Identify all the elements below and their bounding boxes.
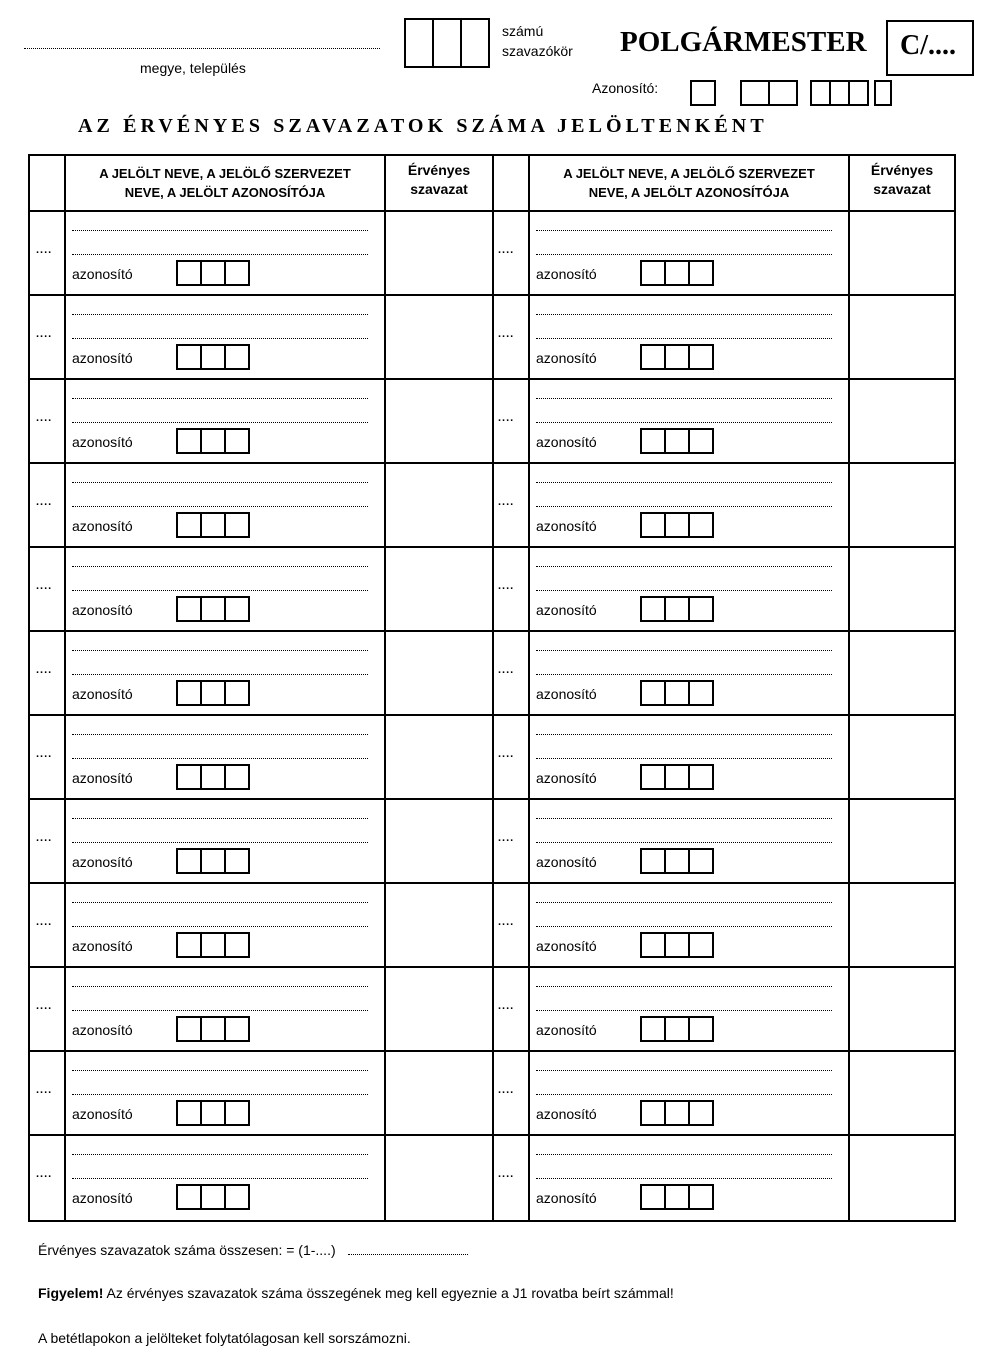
header-candidate-right: A JELÖLT NEVE, A JELÖLŐ SZERVEZET NEVE, A JELÖLT AZONOSÍTÓJA: [563, 166, 815, 200]
candidate-name-line[interactable]: [72, 506, 368, 507]
candidate-id-label: azonosító: [536, 1106, 597, 1122]
candidate-name-line[interactable]: [72, 422, 368, 423]
row-number-left[interactable]: ....: [36, 244, 53, 256]
candidate-name-line[interactable]: [72, 314, 368, 315]
candidate-name-line[interactable]: [72, 398, 368, 399]
candidate-name-line[interactable]: [72, 338, 368, 339]
candidate-id-boxes[interactable]: [640, 1016, 714, 1042]
id-boxes-group-4[interactable]: [874, 80, 892, 106]
candidate-id-boxes[interactable]: [640, 596, 714, 622]
valid-votes-cell[interactable]: [386, 968, 486, 1048]
candidate-name-line[interactable]: [536, 902, 832, 903]
candidate-id-boxes[interactable]: [640, 1100, 714, 1126]
valid-votes-cell[interactable]: [850, 716, 950, 796]
valid-votes-cell[interactable]: [850, 884, 950, 964]
row-number-right[interactable]: ....: [498, 1000, 515, 1012]
candidate-id-label: azonosító: [536, 518, 597, 534]
candidate-name-line[interactable]: [536, 482, 832, 483]
row-number-left[interactable]: ....: [36, 1168, 53, 1180]
row-number-right[interactable]: ....: [498, 496, 515, 508]
candidate-id-boxes[interactable]: [640, 1184, 714, 1210]
candidate-id-boxes[interactable]: [176, 1016, 250, 1042]
header-candidate-left: A JELÖLT NEVE, A JELÖLŐ SZERVEZET NEVE, A JELÖLT AZONOSÍTÓJA: [99, 166, 351, 200]
row-number-left[interactable]: ....: [36, 1084, 53, 1096]
valid-votes-cell[interactable]: [386, 632, 486, 712]
row-number-right[interactable]: ....: [498, 244, 515, 256]
candidate-name-line[interactable]: [72, 734, 368, 735]
candidate-id-label: azonosító: [72, 854, 133, 870]
candidate-name-line[interactable]: [536, 1154, 832, 1155]
candidate-name-line[interactable]: [536, 842, 832, 843]
candidate-id-label: azonosító: [72, 518, 133, 534]
candidate-name-line[interactable]: [536, 1178, 832, 1179]
valid-votes-cell[interactable]: [850, 464, 950, 544]
total-line: Érvényes szavazatok száma összesen: = (1-....): [38, 1242, 468, 1258]
candidate-name-line[interactable]: [536, 734, 832, 735]
candidate-name-line[interactable]: [536, 986, 832, 987]
valid-votes-cell[interactable]: [850, 296, 950, 376]
valid-votes-cell[interactable]: [386, 716, 486, 796]
candidate-id-boxes[interactable]: [176, 512, 250, 538]
candidate-id-boxes[interactable]: [640, 932, 714, 958]
candidate-id-boxes[interactable]: [640, 428, 714, 454]
candidate-name-line[interactable]: [72, 230, 368, 231]
candidate-id-boxes[interactable]: [176, 764, 250, 790]
candidate-id-boxes[interactable]: [176, 848, 250, 874]
row-number-right[interactable]: ....: [498, 412, 515, 424]
row-number-right[interactable]: ....: [498, 580, 515, 592]
candidate-name-line[interactable]: [536, 1094, 832, 1095]
valid-votes-cell[interactable]: [850, 800, 950, 880]
row-number-left[interactable]: ....: [36, 328, 53, 340]
numbering-note: A betétlapokon a jelölteket folytatólagosan kell sorszámozni.: [38, 1330, 411, 1346]
row-number-left[interactable]: ....: [36, 664, 53, 676]
candidate-id-label: azonosító: [72, 266, 133, 282]
candidate-name-line[interactable]: [536, 230, 832, 231]
candidate-name-line[interactable]: [72, 758, 368, 759]
candidate-id-boxes[interactable]: [640, 260, 714, 286]
station-suffix-2: szavazókör: [502, 43, 573, 59]
candidate-name-line[interactable]: [72, 1070, 368, 1071]
valid-votes-cell[interactable]: [850, 548, 950, 628]
candidate-name-line[interactable]: [72, 254, 368, 255]
candidate-id-label: azonosító: [536, 266, 597, 282]
row-number-right[interactable]: ....: [498, 916, 515, 928]
candidate-name-line[interactable]: [72, 986, 368, 987]
candidate-id-label: azonosító: [536, 938, 597, 954]
warning: Figyelem! Az érvényes szavazatok száma összegének meg kell egyeznie a J1 rovatba beírt számmal!: [38, 1285, 674, 1301]
candidate-id-label: azonosító: [72, 686, 133, 702]
candidate-id-label: azonosító: [536, 1022, 597, 1038]
candidate-name-line[interactable]: [72, 674, 368, 675]
candidate-id-boxes[interactable]: [176, 344, 250, 370]
valid-votes-cell[interactable]: [850, 380, 950, 460]
row-number-right[interactable]: ....: [498, 1084, 515, 1096]
candidate-name-line[interactable]: [536, 566, 832, 567]
candidate-id-label: azonosító: [72, 770, 133, 786]
form-code: C/....: [900, 30, 956, 61]
valid-votes-cell[interactable]: [386, 800, 486, 880]
id-boxes-group-2[interactable]: [740, 80, 798, 106]
candidate-id-boxes[interactable]: [176, 932, 250, 958]
station-suffix-1: számú: [502, 23, 544, 39]
row-number-left[interactable]: ....: [36, 832, 53, 844]
candidate-id-label: azonosító: [536, 1190, 597, 1206]
form-title: POLGÁRMESTER: [620, 26, 867, 58]
location-line[interactable]: [24, 48, 380, 49]
candidate-name-line[interactable]: [536, 674, 832, 675]
header-votes-left: Érvényes szavazat: [407, 162, 471, 197]
candidate-name-line[interactable]: [72, 926, 368, 927]
candidate-id-boxes[interactable]: [176, 1100, 250, 1126]
candidate-name-line[interactable]: [72, 590, 368, 591]
candidate-id-label: azonosító: [536, 686, 597, 702]
valid-votes-cell[interactable]: [386, 212, 486, 292]
header-votes-right: Érvényes szavazat: [870, 162, 934, 197]
candidate-name-line[interactable]: [536, 926, 832, 927]
valid-votes-cell[interactable]: [386, 296, 486, 376]
candidate-id-boxes[interactable]: [640, 848, 714, 874]
total-input[interactable]: [348, 1254, 468, 1255]
candidate-name-line[interactable]: [536, 818, 832, 819]
candidate-id-label: azonosító: [72, 1190, 133, 1206]
candidate-id-boxes[interactable]: [176, 428, 250, 454]
candidate-id-boxes[interactable]: [640, 764, 714, 790]
valid-votes-cell[interactable]: [386, 548, 486, 628]
valid-votes-cell[interactable]: [386, 1052, 486, 1132]
candidate-name-line[interactable]: [72, 482, 368, 483]
candidate-name-line[interactable]: [536, 590, 832, 591]
valid-votes-cell[interactable]: [386, 464, 486, 544]
id-boxes-group-1[interactable]: [690, 80, 716, 106]
candidate-id-label: azonosító: [536, 770, 597, 786]
id-boxes-group-3[interactable]: [810, 80, 869, 106]
row-number-left[interactable]: ....: [36, 412, 53, 424]
candidate-name-line[interactable]: [72, 650, 368, 651]
row-number-right[interactable]: ....: [498, 748, 515, 760]
candidate-id-label: azonosító: [536, 602, 597, 618]
candidate-name-line[interactable]: [72, 1154, 368, 1155]
candidate-name-line[interactable]: [536, 422, 832, 423]
candidate-name-line[interactable]: [72, 842, 368, 843]
valid-votes-cell[interactable]: [386, 1136, 486, 1216]
row-number-left[interactable]: ....: [36, 496, 53, 508]
candidate-id-label: azonosító: [72, 350, 133, 366]
candidate-name-line[interactable]: [536, 650, 832, 651]
candidate-name-line[interactable]: [536, 1010, 832, 1011]
valid-votes-cell[interactable]: [850, 632, 950, 712]
candidate-id-label: azonosító: [536, 434, 597, 450]
valid-votes-cell[interactable]: [850, 1136, 950, 1216]
candidate-id-label: azonosító: [72, 1106, 133, 1122]
location-label: megye, település: [140, 60, 246, 76]
candidate-id-label: azonosító: [536, 350, 597, 366]
candidate-name-line[interactable]: [72, 902, 368, 903]
row-number-left[interactable]: ....: [36, 580, 53, 592]
row-number-left[interactable]: ....: [36, 748, 53, 760]
id-label: Azonosító:: [592, 80, 659, 96]
valid-votes-cell[interactable]: [850, 1052, 950, 1132]
candidate-id-boxes[interactable]: [176, 1184, 250, 1210]
candidate-name-line[interactable]: [72, 566, 368, 567]
candidate-id-boxes[interactable]: [640, 680, 714, 706]
candidate-id-boxes[interactable]: [176, 596, 250, 622]
candidate-id-label: azonosító: [72, 434, 133, 450]
candidate-name-line[interactable]: [536, 314, 832, 315]
candidate-name-line[interactable]: [536, 338, 832, 339]
valid-votes-cell[interactable]: [850, 968, 950, 1048]
station-number-boxes[interactable]: [404, 18, 490, 68]
candidate-id-boxes[interactable]: [640, 344, 714, 370]
row-number-right[interactable]: ....: [498, 832, 515, 844]
candidate-name-line[interactable]: [536, 506, 832, 507]
candidate-id-label: azonosító: [536, 854, 597, 870]
row-number-right[interactable]: ....: [498, 328, 515, 340]
valid-votes-cell[interactable]: [850, 212, 950, 292]
candidate-name-line[interactable]: [536, 398, 832, 399]
candidate-id-boxes[interactable]: [640, 512, 714, 538]
candidate-id-label: azonosító: [72, 1022, 133, 1038]
candidate-name-line[interactable]: [536, 1070, 832, 1071]
candidate-id-boxes[interactable]: [176, 260, 250, 286]
candidate-name-line[interactable]: [536, 758, 832, 759]
subtitle: AZ ÉRVÉNYES SZAVAZATOK SZÁMA JELÖLTENKÉNT: [78, 115, 768, 137]
candidate-name-line[interactable]: [72, 1094, 368, 1095]
valid-votes-cell[interactable]: [386, 884, 486, 964]
candidate-id-boxes[interactable]: [176, 680, 250, 706]
row-number-left[interactable]: ....: [36, 1000, 53, 1012]
row-number-right[interactable]: ....: [498, 1168, 515, 1180]
candidate-id-label: azonosító: [72, 938, 133, 954]
candidate-name-line[interactable]: [536, 254, 832, 255]
row-number-left[interactable]: ....: [36, 916, 53, 928]
valid-votes-cell[interactable]: [386, 380, 486, 460]
candidate-name-line[interactable]: [72, 1178, 368, 1179]
candidate-id-label: azonosító: [72, 602, 133, 618]
candidate-name-line[interactable]: [72, 1010, 368, 1011]
row-number-right[interactable]: ....: [498, 664, 515, 676]
candidate-table: [28, 154, 956, 1222]
candidate-name-line[interactable]: [72, 818, 368, 819]
